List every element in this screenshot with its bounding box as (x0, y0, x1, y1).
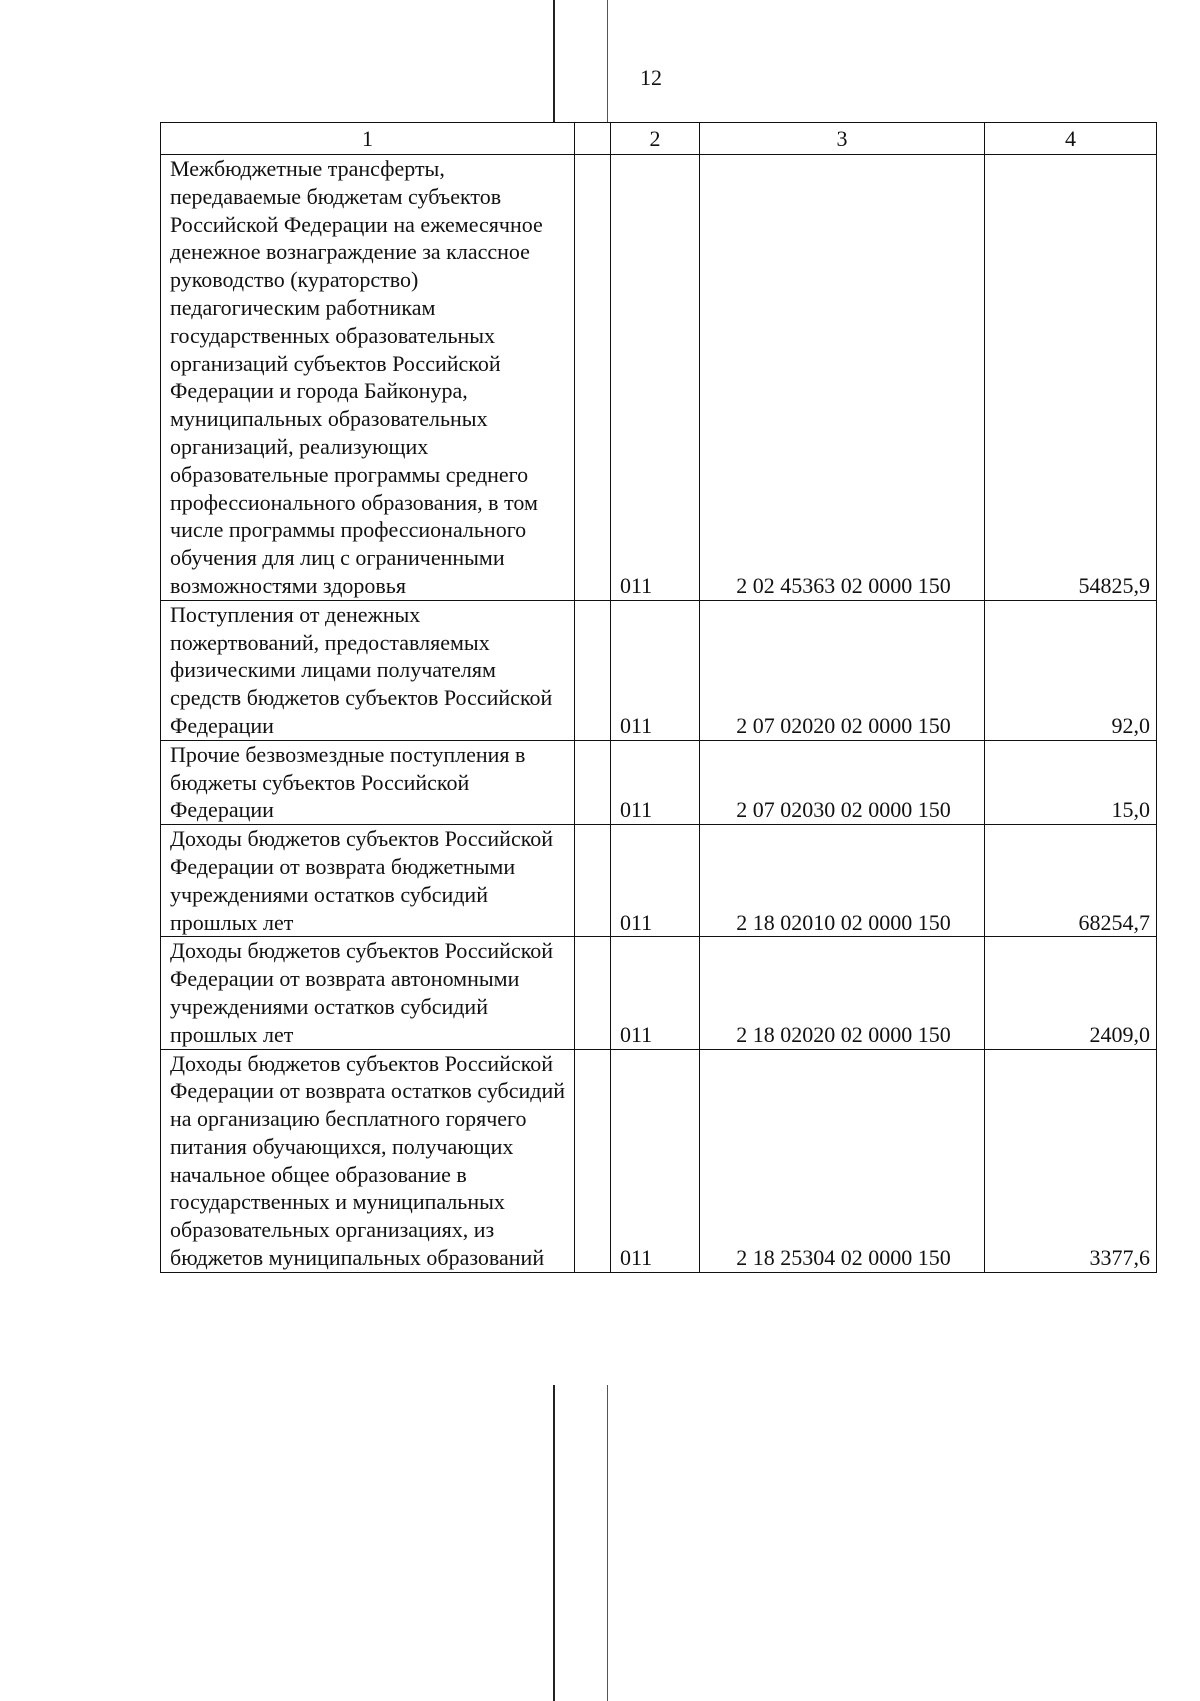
row-admin-code: 011 (611, 937, 700, 1049)
table-row (161, 1049, 1157, 1272)
row-description: Доходы бюджетов субъектов Российской Федерации от возврата автономными учреждениями остатков субсидий прошлых лет (161, 937, 575, 1049)
row-admin-code: 011 (611, 825, 700, 937)
table-row (161, 825, 1157, 937)
row-admin-code: 011 (611, 1049, 700, 1272)
scan-artifact-line (607, 1385, 608, 1701)
table-row (161, 740, 1157, 824)
row-kbk-code: 2 07 02030 02 0000 150 (700, 740, 985, 824)
table-row (161, 937, 1157, 1049)
table-row (161, 600, 1157, 740)
row-gap-cell (575, 825, 611, 937)
row-kbk-code: 2 07 02020 02 0000 150 (700, 600, 985, 740)
page-number: 12 (640, 65, 662, 90)
row-gap-cell (575, 155, 611, 601)
row-amount: 68254,7 (985, 825, 1157, 937)
row-description: Поступления от денежных пожертвований, предоставляемых физическими лицами получателям средств бюджетов субъектов Российской Федерации (161, 600, 575, 740)
row-amount: 54825,9 (985, 155, 1157, 601)
table-header-row (161, 123, 1157, 155)
row-gap-cell (575, 1049, 611, 1272)
revenue-table (160, 122, 1157, 1273)
row-gap-cell (575, 937, 611, 1049)
row-amount: 3377,6 (985, 1049, 1157, 1272)
row-amount: 15,0 (985, 740, 1157, 824)
row-amount: 2409,0 (985, 937, 1157, 1049)
row-kbk-code: 2 02 45363 02 0000 150 (700, 155, 985, 601)
row-admin-code: 011 (611, 740, 700, 824)
row-kbk-code: 2 18 02010 02 0000 150 (700, 825, 985, 937)
scan-artifact-line (553, 0, 555, 122)
column-header-1: 1 (161, 123, 575, 155)
column-header-3: 3 (700, 123, 985, 155)
row-admin-code: 011 (611, 600, 700, 740)
scan-artifact-line (553, 1385, 555, 1701)
scan-artifact-line (607, 0, 608, 122)
row-description: Доходы бюджетов субъектов Российской Федерации от возврата бюджетными учреждениями остатков субсидий прошлых лет (161, 825, 575, 937)
row-kbk-code: 2 18 02020 02 0000 150 (700, 937, 985, 1049)
row-description: Прочие безвозмездные поступления в бюджеты субъектов Российской Федерации (161, 740, 575, 824)
row-description: Доходы бюджетов субъектов Российской Федерации от возврата остатков субсидий на организацию бесплатного горячего питания обучающихся, получающих начальное общее образование в государственных и муниципальных образовательных организациях, из бюджетов муниципальных образований (161, 1049, 575, 1272)
column-header-4: 4 (985, 123, 1157, 155)
row-gap-cell (575, 740, 611, 824)
row-admin-code: 011 (611, 155, 700, 601)
row-gap-cell (575, 600, 611, 740)
row-amount: 92,0 (985, 600, 1157, 740)
column-gap (575, 123, 611, 155)
row-description: Межбюджетные трансферты, передаваемые бюджетам субъектов Российской Федерации на ежемесячное денежное вознаграждение за классное руководство (кураторство) педагогическим работникам государственных образовательных организаций субъектов Российской Федерации и города Байконура, муниципальных образовательных организаций, реализующих образовательные программы среднего профессионального образования, в том числе программы профессионального обучения для лиц с ограниченными возможностями здоровья (161, 155, 575, 601)
table-row (161, 155, 1157, 601)
row-kbk-code: 2 18 25304 02 0000 150 (700, 1049, 985, 1272)
column-header-2: 2 (611, 123, 700, 155)
